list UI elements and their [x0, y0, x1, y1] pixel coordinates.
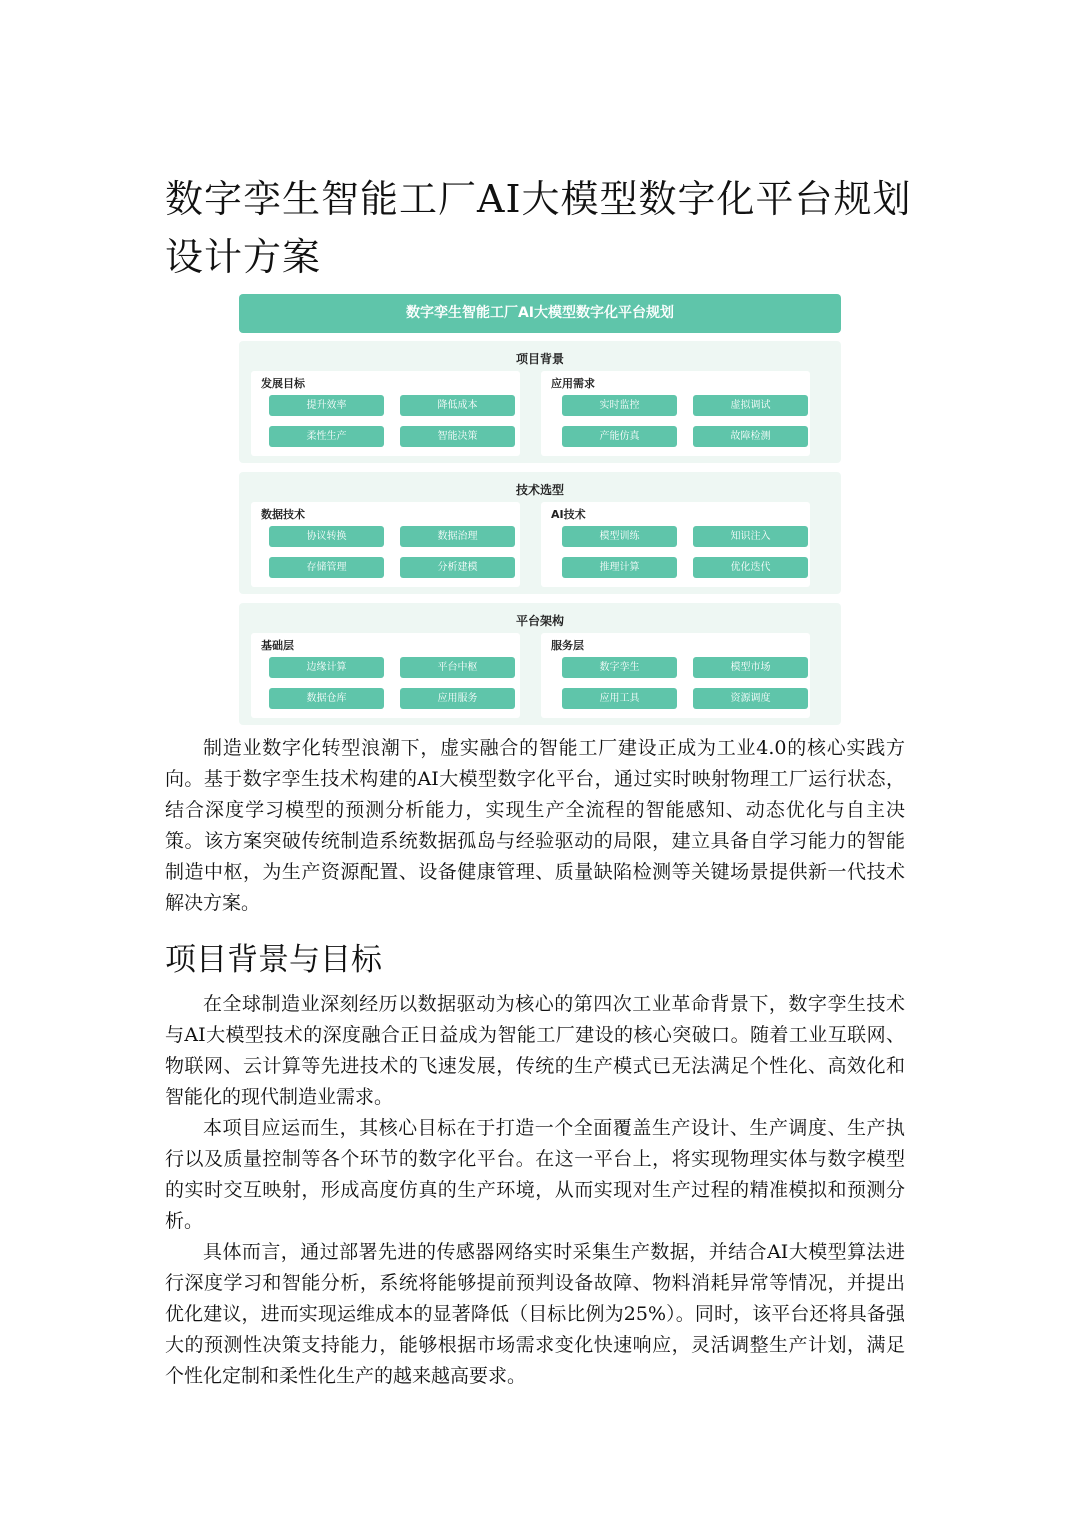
pill-item: 故障检测 [693, 426, 808, 447]
pill-item: 虚拟调试 [693, 395, 808, 416]
pill-item: 提升效率 [269, 395, 384, 416]
panel-service-layer [541, 633, 810, 718]
pill-item: 产能仿真 [562, 426, 677, 447]
pill-item: 数字孪生 [562, 657, 677, 678]
pill-item: 知识注入 [693, 526, 808, 547]
body-paragraph-1: 在全球制造业深刻经历以数据驱动为核心的第四次工业革命背景下，数字孪生技术与AI大模型技术的深度融合正日益成为智能工厂建设的核心突破口。随着工业互联网、物联网、云计算等先进技术的飞速发展，传统的生产模式已无法满足个性化、高效化和智能化的现代制造业需求。 [165, 993, 905, 1108]
pill-item: 分析建模 [400, 557, 515, 578]
platform-diagram [239, 294, 841, 726]
section-title: 技术选型 [515, 483, 564, 497]
section-tech-selection [239, 472, 841, 594]
panel-title: 发展目标 [261, 377, 305, 390]
panel-title: 服务层 [551, 639, 584, 652]
pill-item: 智能决策 [400, 426, 515, 447]
pill-item: 模型训练 [562, 526, 677, 547]
panel-base-layer [251, 633, 520, 718]
body-paragraph-2: 本项目应运而生，其核心目标在于打造一个全面覆盖生产设计、生产调度、生产执行以及质量控制等各个环节的数字化平台。在这一平台上，将实现物理实体与数字模型的实时交互映射，形成高度仿真的生产环境，从而实现对生产过程的精准模拟和预测分析。 [165, 1117, 905, 1232]
pill-item: 实时监控 [562, 395, 677, 416]
panel-title: AI技术 [551, 508, 586, 521]
pill-item: 资源调度 [693, 688, 808, 709]
page-title: 数字孪生智能工厂AI大模型数字化平台规划设计方案 [165, 177, 912, 279]
intro-paragraph: 制造业数字化转型浪潮下，虚实融合的智能工厂建设正成为工业4.0的核心实践方向。基于数字孪生技术构建的AI大模型数字化平台，通过实时映射物理工厂运行状态，结合深度学习模型的预测分析能力，实现生产全流程的智能感知、动态优化与自主决策。该方案突破传统制造系统数据孤岛与经验驱动的局限，建立具备自学习能力的智能制造中枢，为生产资源配置、设备健康管理、质量缺陷检测等关键场景提供新一代技术解决方案。 [165, 737, 905, 914]
section-title: 项目背景 [515, 352, 564, 366]
pill-item: 协议转换 [269, 526, 384, 547]
pill-item: 数据治理 [400, 526, 515, 547]
pill-item: 降低成本 [400, 395, 515, 416]
section-title: 平台架构 [515, 614, 564, 628]
pill-item: 应用工具 [562, 688, 677, 709]
pill-item: 柔性生产 [269, 426, 384, 447]
panel-title: 数据技术 [261, 508, 305, 521]
panel-application-needs [541, 371, 810, 456]
panel-ai-tech [541, 502, 810, 587]
body-paragraph-3: 具体而言，通过部署先进的传感器网络实时采集生产数据，并结合AI大模型算法进行深度学习和智能分析，系统将能够提前预判设备故障、物料消耗异常等情况，并提出优化建议，进而实现运维成本的显著降低（目标比例为25%）。同时，该平台还将具备强大的预测性决策支持能力，能够根据市场需求变化快速响应，灵活调整生产计划，满足个性化定制和柔性化生产的越来越高要求。 [165, 1241, 905, 1387]
section-platform-architecture [239, 603, 841, 725]
pill-item: 边缘计算 [269, 657, 384, 678]
pill-item: 优化迭代 [693, 557, 808, 578]
panel-title: 基础层 [261, 639, 294, 652]
section-heading: 项目背景与目标 [165, 942, 382, 978]
pill-item: 数据仓库 [269, 688, 384, 709]
panel-data-tech [251, 502, 520, 587]
pill-item: 应用服务 [400, 688, 515, 709]
section-project-background [239, 341, 841, 463]
pill-item: 推理计算 [562, 557, 677, 578]
panel-development-goals [251, 371, 520, 456]
pill-item: 存储管理 [269, 557, 384, 578]
panel-title: 应用需求 [551, 377, 595, 390]
pill-item: 模型市场 [693, 657, 808, 678]
pill-item: 平台中枢 [400, 657, 515, 678]
diagram-header: 数字孪生智能工厂AI大模型数字化平台规划 [239, 294, 841, 333]
